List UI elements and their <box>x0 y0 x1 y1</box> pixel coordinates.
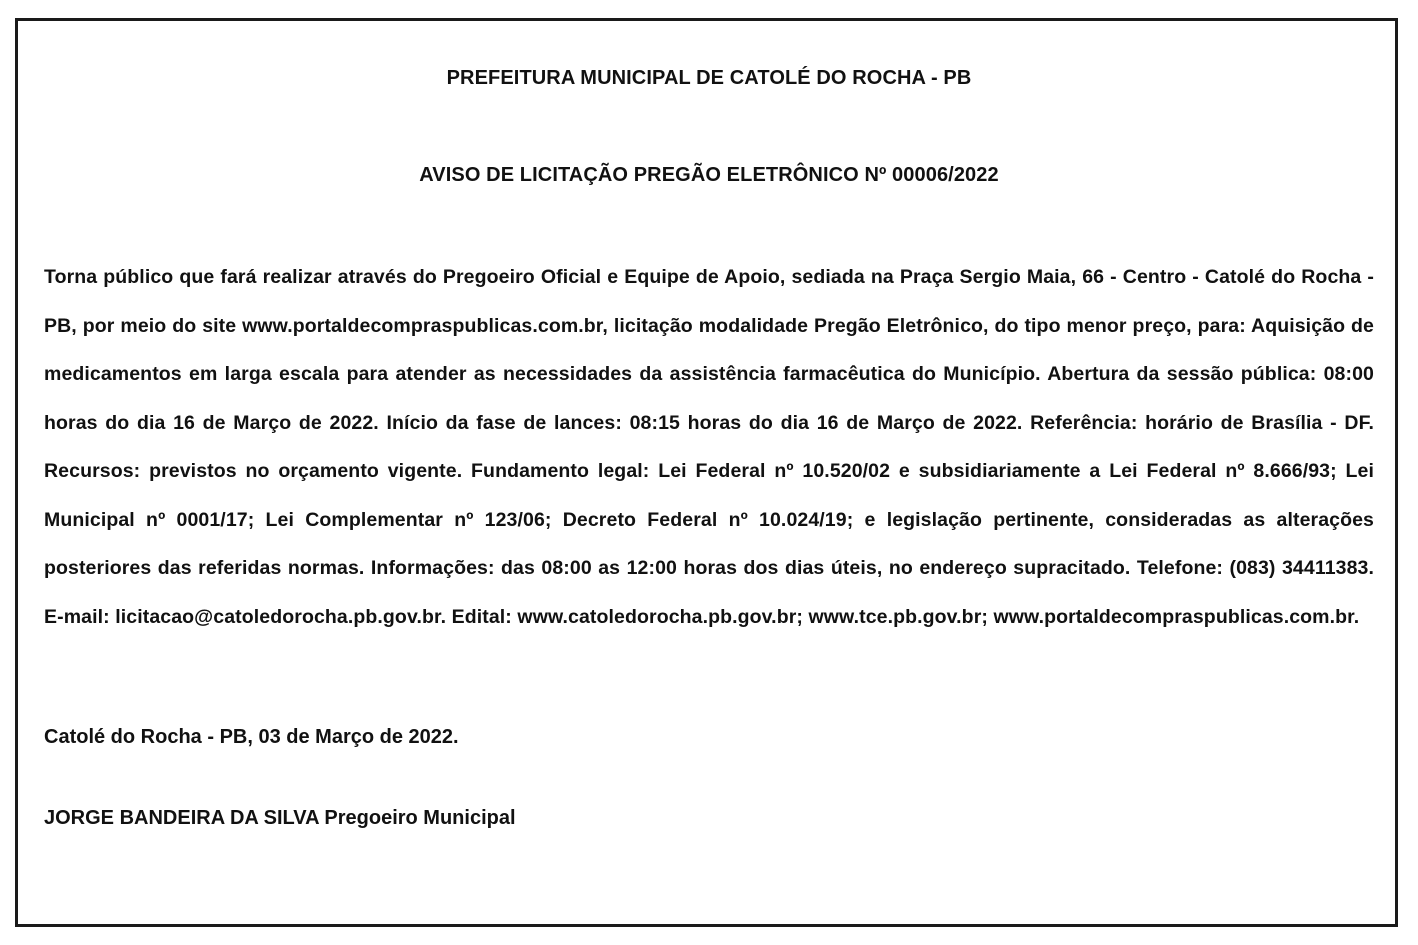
notice-title: AVISO DE LICITAÇÃO PREGÃO ELETRÔNICO Nº 00006/2022 <box>419 164 999 186</box>
issuer-heading: PREFEITURA MUNICIPAL DE CATOLÉ DO ROCHA - PB <box>446 67 972 89</box>
notice-body: Torna público que fará realizar através do Pregoeiro Oficial e Equipe de Apoio, sediada na Praça Sergio Maia, 66 - Centro - Catolé do Rocha - PB, por meio do site www.portaldecompraspublicas.com.br, licitação modalidade Pregão Eletrônico, do tipo menor preço, para: Aquisição de medicamentos em larga escala para atender as necessidades da assistência farmacêutica do Município. Abertura da sessão pública: 08:00 horas do dia 16 de Março de 2022. Início da fase de lances: 08:15 horas do dia 16 de Março de 2022. Referência: horário de Brasília - DF. Recursos: previstos no orçamento vigente. Fundamento legal: Lei Federal nº 10.520/02 e subsidiariamente a Lei Federal nº 8.666/93; Lei Municipal nº 0001/17; Lei Complementar nº 123/06; Decreto Federal nº 10.024/19; e legislação pertinente, consideradas as alterações posteriores das referidas normas. Informações: das 08:00 as 12:00 horas dos dias úteis, no endereço supracitado. Telefone: (083) 34411383. E-mail: licitacao@catoledorocha.pb.gov.br. Edital: www.catoledorocha.pb.gov.br; www.tce.pb.gov.br; www.portaldecompraspublicas.com.br. <box>44 266 1374 628</box>
place-date: Catolé do Rocha - PB, 03 de Março de 2022. <box>44 726 459 748</box>
signature-line: JORGE BANDEIRA DA SILVA Pregoeiro Municipal <box>44 807 516 829</box>
